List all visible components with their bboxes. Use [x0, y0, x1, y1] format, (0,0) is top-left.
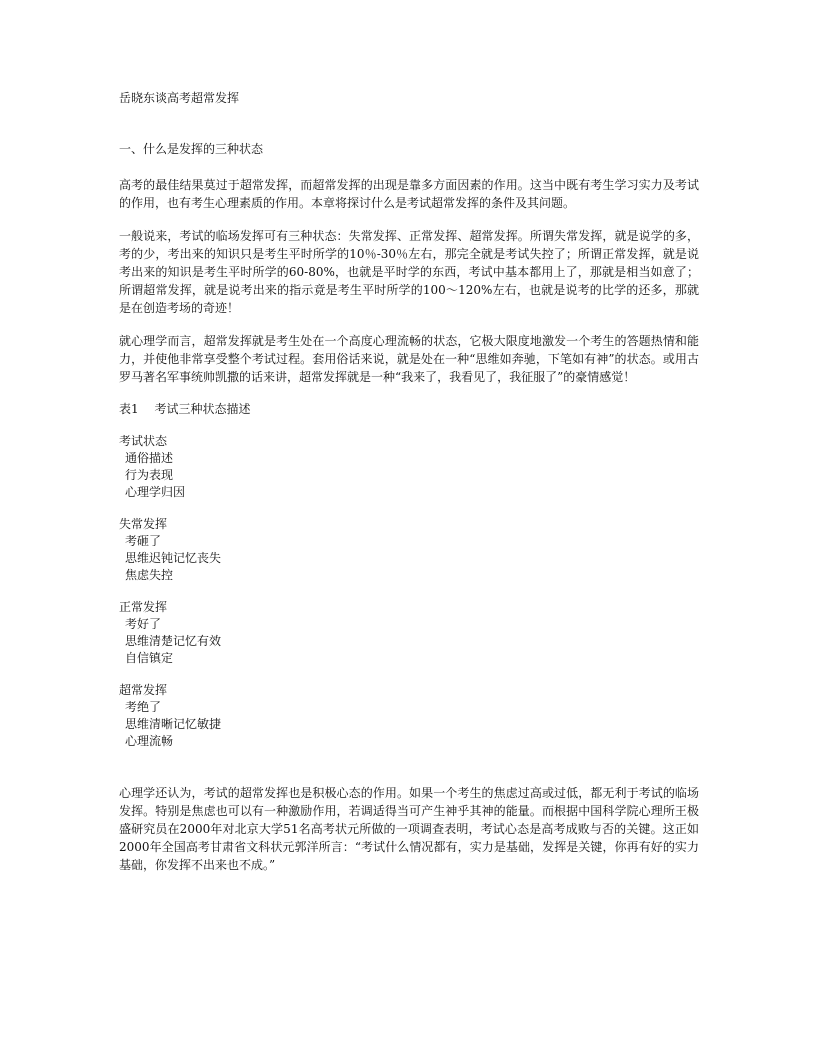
spacer: [119, 317, 699, 332]
table-cell: 考砸了: [125, 534, 162, 548]
table-caption: 表1 考试三种状态描述: [119, 402, 251, 416]
paragraph-three-states: 一般说来，考试的临场发挥可有三种状态：失常发挥、正常发挥、超常发挥。所谓失常发挥，就是说学的多，考的少，考出来的知识只是考生平时所学的10％-30％左右，那完全就是考试失控了；所谓正常发挥，就是说考出来的知识是考生平时所学的60-80%，也就是平时学的东西，考试中基本都用上了，那就是相当如意了；所谓超常发挥，就是说考出来的指示竟是考生平时所学的100～120%左右，也就是说考的比学的还多，那就是在创造考场的奇迹！: [119, 229, 699, 315]
spacer: [119, 501, 699, 516]
section-heading: 一、什么是发挥的三种状态: [119, 142, 264, 156]
spacer: [119, 750, 699, 784]
table-row: [119, 599, 699, 667]
spacer: [119, 107, 699, 141]
spacer: [119, 584, 699, 599]
table-header-name: 考试状态: [119, 434, 168, 448]
table-row-name: 超常发挥: [119, 683, 168, 697]
table-header-cell: 通俗描述: [125, 451, 174, 465]
table-cell: 考好了: [125, 617, 162, 631]
spacer: [119, 667, 699, 682]
spacer: [119, 418, 699, 433]
table-cell: 思维迟钝记忆丧失: [125, 551, 222, 565]
table-cell: 思维清楚记忆有效: [125, 634, 222, 648]
table-cell: 思维清晰记忆敏捷: [125, 717, 222, 731]
table-header-cell: 行为表现: [125, 468, 174, 482]
table-cell: 考绝了: [125, 700, 162, 714]
document-title: 岳晓东谈高考超常发挥: [119, 91, 240, 105]
spacer: [119, 158, 699, 176]
table-header-cell: 心理学归因: [125, 485, 186, 499]
table-cell: 心理流畅: [125, 734, 174, 748]
paragraph-psychology: 就心理学而言，超常发挥就是考生处在一个高度心理流畅的状态，它极大限度地激发一个考生的答题热情和能力，并使他非常享受整个考试过程。套用俗话来说，就是处在一种“思维如奔驰，下笔如有神”的状态。或用古罗马著名军事统帅凯撒的话来讲，超常发挥就是一种“我来了，我看见了，我征服了”的豪情感觉！: [119, 334, 699, 384]
document-page: [119, 90, 699, 874]
table-cell: 自信镇定: [125, 651, 174, 665]
spacer: [119, 212, 699, 227]
paragraph-mindset: 心理学还认为，考试的超常发挥也是积极心态的作用。如果一个考生的焦虑过高或过低，都无利于考试的临场发挥。特别是焦虑也可以有一种激励作用，若调适得当可产生神乎其神的能量。而根据中国科学院心理所王极盛研究员在2000年对北京大学51名高考状元所做的一项调查表明，考试心态是高考成败与否的关键。这正如2000年全国高考甘肃省文科状元郭洋所言：“考试什么情况都有，实力是基础，发挥是关键，你再有好的实力基础，你发挥不出来也不成。”: [119, 786, 699, 872]
paragraph-intro: 高考的最佳结果莫过于超常发挥，而超常发挥的出现是靠多方面因素的作用。这当中既有考生学习实力及考试的作用，也有考生心理素质的作用。本章将探讨什么是考试超常发挥的条件及其问题。: [119, 178, 699, 210]
table-row-name: 正常发挥: [119, 600, 168, 614]
table-cell: 焦虑失控: [125, 568, 174, 582]
table-row-name: 失常发挥: [119, 517, 168, 531]
spacer: [119, 386, 699, 401]
table-row: [119, 682, 699, 750]
table-header-block: [119, 433, 699, 501]
table-row: [119, 516, 699, 584]
